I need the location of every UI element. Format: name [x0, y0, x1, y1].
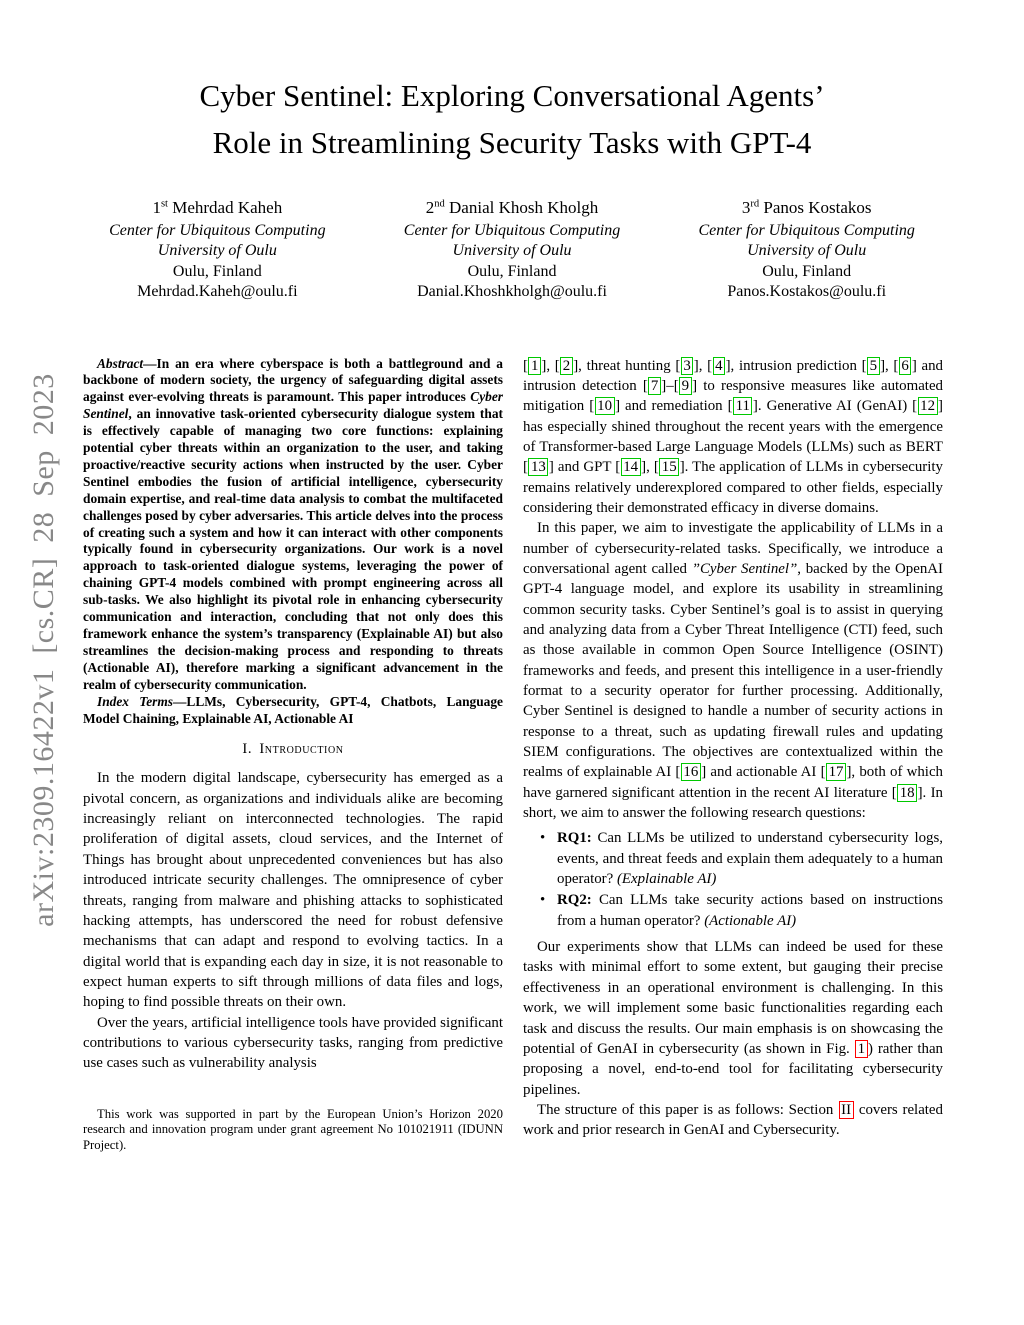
author-name: [70, 198, 365, 219]
arxiv-watermark: arXiv:2309.16422v1 [cs.CR] 28 Sep 2023: [27, 373, 60, 927]
text-segment: 2: [425, 198, 435, 217]
citation-link[interactable]: 12: [918, 397, 938, 415]
author-name: [365, 198, 660, 219]
text-segment: RQ1:: [557, 830, 592, 847]
text-segment: st: [160, 198, 168, 210]
internal-ref-link[interactable]: II: [839, 1101, 854, 1119]
text-segment: 3: [741, 198, 751, 217]
citation-link[interactable]: 16: [681, 763, 701, 781]
list-item-rq2: [557, 890, 943, 931]
research-questions-list: [523, 828, 943, 931]
intro-paragraph-5: [523, 1100, 943, 1141]
text-segment: RQ2:: [557, 892, 592, 909]
text-segment: ]. The application of LLMs in cybersecurity remains relatively underexplored compared to other fields, especially considering their demonstrated efficacy in diverse domains.: [523, 459, 943, 516]
text-segment: Can LLMs take security actions based on instructions from a human operator?: [557, 892, 943, 929]
citation-link[interactable]: 7: [648, 377, 660, 395]
text-segment: —In an era where cyberspace is both a battleground and a backbone of modern society, the urgency of safeguarding digital assets against ever-evolving threats is paramount. This paper introduces: [83, 355, 503, 405]
citation-link[interactable]: 4: [713, 357, 725, 375]
citation-link[interactable]: 11: [733, 397, 752, 415]
intro-paragraph-2-continued: [523, 356, 943, 519]
text-segment: Index Terms: [97, 693, 173, 709]
text-segment: (Explainable AI): [616, 871, 717, 888]
author-location: Oulu, Finland: [467, 262, 557, 280]
text-segment: Mehrdad Kaheh: [167, 198, 283, 217]
paper-title-line2: Role in Streamlining Security Tasks with GPT-4: [212, 125, 812, 160]
funding-footnote: [83, 1107, 503, 1154]
left-column: [83, 356, 503, 1154]
author-card-1: [70, 198, 365, 303]
abstract-paragraph: [83, 356, 503, 694]
text-segment: ], [: [693, 357, 713, 374]
author-name: [659, 198, 954, 219]
index-terms-paragraph: [83, 694, 503, 728]
text-segment: ]. In short, we aim to answer the following research questions:: [523, 784, 943, 822]
author-email: Panos.Kostakos@oulu.fi: [727, 283, 887, 300]
text-segment: Over the years, artificial intelligence tools have provided significant contributions to various cybersecurity tasks, ranging from predictive use cases such as vulnerability analysis: [83, 1014, 503, 1072]
citation-link[interactable]: 17: [826, 763, 846, 781]
right-column: [523, 356, 943, 1154]
text-segment: ], threat hunting [: [573, 357, 681, 374]
text-segment: ]–[: [661, 377, 679, 394]
text-segment: ] and remediation [: [615, 398, 733, 415]
paper-header: [0, 72, 1024, 303]
intro-paragraph-1: [83, 768, 503, 1012]
author-card-3: [659, 198, 954, 303]
text-segment: ], [: [880, 357, 899, 374]
text-segment: , backed by the OpenAI GPT-4 language model, and explore its usability in streamlining common security tasks. Cyber Sentinel’s goal is to assist in querying and analyzing data from a Cyber Threat Intelligence (CTI) feed, such as those available in common Open Source Intelligence (OSINT) frameworks and feeds, and present this intelligence in a user-friendly format to a security operator for further processing. Additionally, Cyber Sentinel is designed to handle a number of security actions in response to a threat, such as updating firewall rules and updating SIEM configurations. The objectives are contextualized within the realms of explainable AI [: [523, 560, 943, 781]
author-email: Mehrdad.Kaheh@oulu.fi: [137, 283, 298, 300]
paper-title: [40, 72, 984, 166]
list-item-rq1: [557, 828, 943, 889]
text-segment: ) rather than proposing a novel, end-to-end tool for facilitating cybersecurity pipelines.: [523, 1040, 943, 1098]
intro-paragraph-4: [523, 937, 943, 1100]
text-segment: —LLMs, Cybersecurity, GPT-4, Chatbots, Language Model Chaining, Explainable AI, Actionable AI: [83, 693, 503, 726]
internal-ref-link[interactable]: 1: [855, 1040, 867, 1058]
citation-link[interactable]: 1: [528, 357, 540, 375]
text-segment: This work was supported in part by the European Union’s Horizon 2020 research and innovation program under grant agreement No 101021911 (IDUNN Project).: [83, 1106, 503, 1152]
author-location: Oulu, Finland: [762, 262, 852, 280]
citation-link[interactable]: 9: [679, 377, 691, 395]
citation-link[interactable]: 6: [899, 357, 911, 375]
text-segment: ], [: [641, 459, 659, 476]
text-segment: (Actionable AI): [704, 912, 797, 929]
text-segment: ] and actionable AI [: [701, 764, 826, 781]
text-segment: nd: [434, 198, 445, 210]
citation-link[interactable]: 3: [681, 357, 693, 375]
text-segment: In the modern digital landscape, cybersecurity has emerged as a pivotal concern, as organizations and individuals alike are becoming increasingly reliant on interconnected technologies. The rapid proliferation of digital assets, cloud services, and the Internet of Things has brought about unprecedented conveniences but has also introduced intricate security challenges. The omnipresence of cyber threats, ranging from malware and phishing attacks to sophisticated hacking attempts, has underscored the need for robust defensive mechanisms that can adapt and respond to evolving tactics. In a digital world that is expanding each day in size, it is not reasonable to expect human experts to sift through millions of data files and logs, hoping to find possible threats on their own.: [83, 770, 503, 1011]
author-affiliation: Center for Ubiquitous Computing: [109, 221, 326, 239]
text-segment: Our experiments show that LLMs can indeed be used for these tasks with minimal effort to some extent, but gauging their precise effectiveness in an operational environment is challenging. In this work, we will implement some basic functionalities regarding each task and discuss the results. Our main emphasis is on showcasing the potential of GenAI in cybersecurity (as shown in Fig.: [523, 939, 943, 1057]
text-segment: Can LLMs be utilized to understand cybersecurity logs, events, and threat feeds and explain them adequately to a human operator?: [557, 830, 943, 888]
text-segment: ], [: [541, 357, 560, 374]
text-segment: ] and intrusion detection [: [523, 357, 944, 394]
text-segment: Abstract: [97, 355, 144, 371]
text-segment: The structure of this paper is as follows: Section: [537, 1101, 839, 1118]
text-segment: ] and GPT [: [548, 459, 621, 476]
text-segment: In this paper, we aim to investigate the applicability of LLMs in a number of cybersecurity-related tasks. Specifically, we introduce a conversational agent called: [523, 520, 943, 577]
citation-link[interactable]: 14: [621, 458, 641, 476]
text-segment: Cyber Sentinel: [83, 389, 503, 422]
intro-paragraph-2: [83, 1013, 503, 1074]
text-segment: rd: [750, 198, 760, 210]
author-email: Danial.Khoshkholgh@oulu.fi: [417, 283, 607, 300]
section-heading-introduction: I. Introduction: [242, 741, 344, 758]
text-segment: [: [523, 357, 528, 374]
text-segment: 1: [152, 198, 161, 217]
citation-link[interactable]: 18: [897, 784, 917, 802]
text-segment: ] to responsive measures like automated mitigation [: [523, 377, 943, 415]
text-segment: ], both of which have garnered significant attention in the recent AI literature [: [523, 764, 943, 801]
paper-body: [83, 356, 943, 1154]
citation-link[interactable]: 13: [528, 458, 548, 476]
author-affiliation: Center for Ubiquitous Computing: [403, 221, 621, 239]
author-university: University of Oulu: [452, 242, 572, 259]
text-segment: Danial Khosh Kholgh: [444, 198, 599, 217]
citation-link[interactable]: 10: [595, 397, 615, 415]
text-segment: covers related work and prior research in GenAI and Cybersecurity.: [523, 1101, 943, 1139]
citation-link[interactable]: 15: [659, 458, 679, 476]
text-segment: ”Cyber Sentinel”: [691, 560, 798, 577]
citation-link[interactable]: 5: [867, 357, 879, 375]
intro-paragraph-3: [523, 518, 943, 823]
author-location: Oulu, Finland: [172, 262, 262, 280]
text-segment: ]. Generative AI (GenAI) [: [752, 398, 918, 415]
citation-link[interactable]: 2: [560, 357, 572, 375]
text-segment: ] has especially shined throughout the recent years with the emergence of Transformer-based Large Language Models (LLMs) such as BERT [: [523, 398, 943, 476]
author-affiliation: Center for Ubiquitous Computing: [698, 221, 915, 239]
author-block: [70, 198, 954, 303]
author-university: University of Oulu: [747, 242, 867, 259]
text-segment: , an innovative task-oriented cybersecurity dialogue system that is effectively capable of managing two core functions: explaining potential cyber threats within an organization to the user, and taking proactive/reactive security actions when instructed by the user. Cyber Sentinel embodies the fusion of artificial intelligence, cybersecurity domain expertise, and real-time data analysis to combat the multifaceted challenges posed by cyber adversaries. This article delves into the process of creating such a system and how it can interact with other components typically found in cybersecurity organizations. Our work is a novel approach to task-oriented dialogue systems, leveraging the power of chaining GPT-4 models combined with prompt engineering across all sub-tasks. We also highlight its pivotal role in enhancing cybersecurity communication and interaction, concluding that not only does this framework enhance the system’s transparency (Explainable AI) but also streamlines the decision-making process and responding to threats (Actionable AI), therefore marking a significant advancement in the realm of cybersecurity communication.: [83, 406, 503, 692]
author-card-2: [365, 198, 660, 303]
text-segment: ], intrusion prediction [: [725, 357, 867, 374]
author-university: University of Oulu: [157, 242, 277, 259]
text-segment: Panos Kostakos: [759, 198, 872, 217]
paper-title-line1: Cyber Sentinel: Exploring Conversational Agents’: [199, 78, 825, 113]
